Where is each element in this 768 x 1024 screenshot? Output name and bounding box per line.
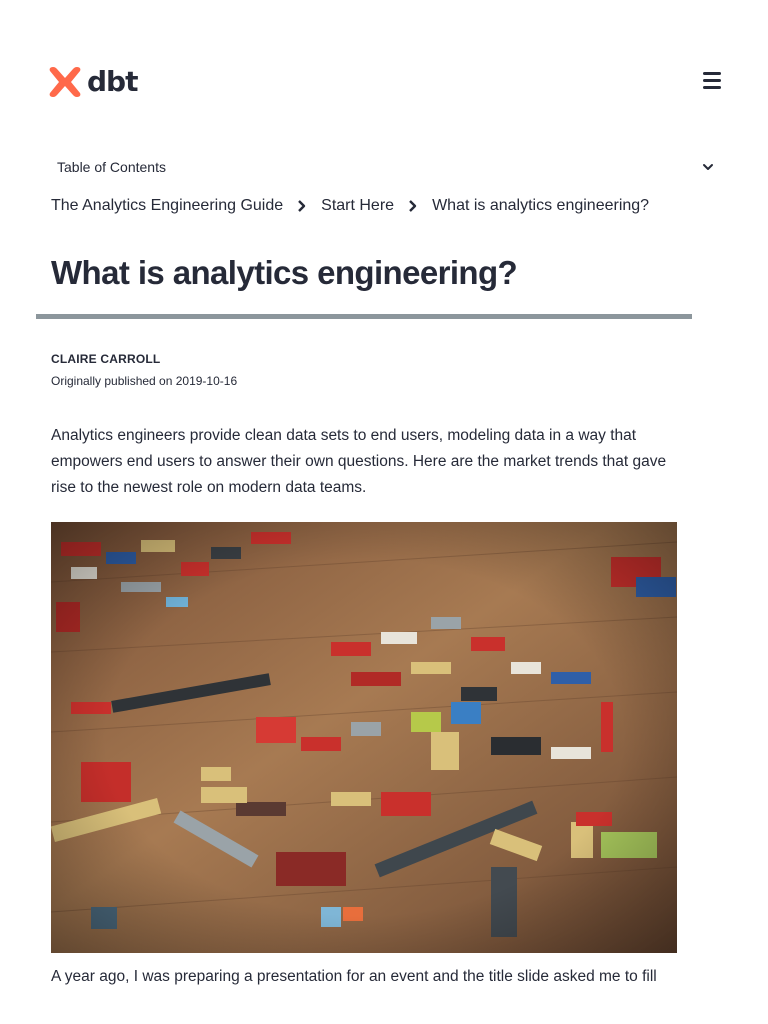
breadcrumb xyxy=(51,197,649,215)
publish-date: Originally published on 2019-10-16 xyxy=(51,374,238,388)
article-intro: Analytics engineers provide clean data sets to end users, modeling data in a way that empowers end users to answer their own questions. Here are the market trends that gave rise to the newest role on modern data teams. xyxy=(51,427,667,496)
chevron-right-icon xyxy=(406,199,418,213)
article-paragraph: A year ago, I was preparing a presentation for an event and the title slide asked me to fill xyxy=(51,968,657,985)
chevron-right-icon xyxy=(295,199,307,213)
logo-text: dbt xyxy=(87,65,138,98)
chevron-down-icon xyxy=(701,160,715,174)
title-divider xyxy=(36,314,692,319)
toc-label: Table of Contents xyxy=(57,159,166,175)
page-title: What is analytics engineering? xyxy=(51,254,518,291)
dbt-logo-icon xyxy=(47,64,83,100)
breadcrumb-item-current[interactable]: What is analytics engineering? xyxy=(432,197,650,214)
lego-bricks-photo xyxy=(51,522,677,953)
dbt-logo[interactable] xyxy=(47,64,137,100)
table-of-contents-toggle[interactable] xyxy=(51,152,721,182)
hamburger-menu-icon[interactable] xyxy=(701,72,723,94)
author-name: CLAIRE CARROLL xyxy=(51,352,161,366)
breadcrumb-item-start-here[interactable]: Start Here xyxy=(321,197,395,214)
hero-image xyxy=(51,522,677,953)
site-header xyxy=(0,0,768,130)
breadcrumb-item-guide[interactable]: The Analytics Engineering Guide xyxy=(51,197,284,214)
